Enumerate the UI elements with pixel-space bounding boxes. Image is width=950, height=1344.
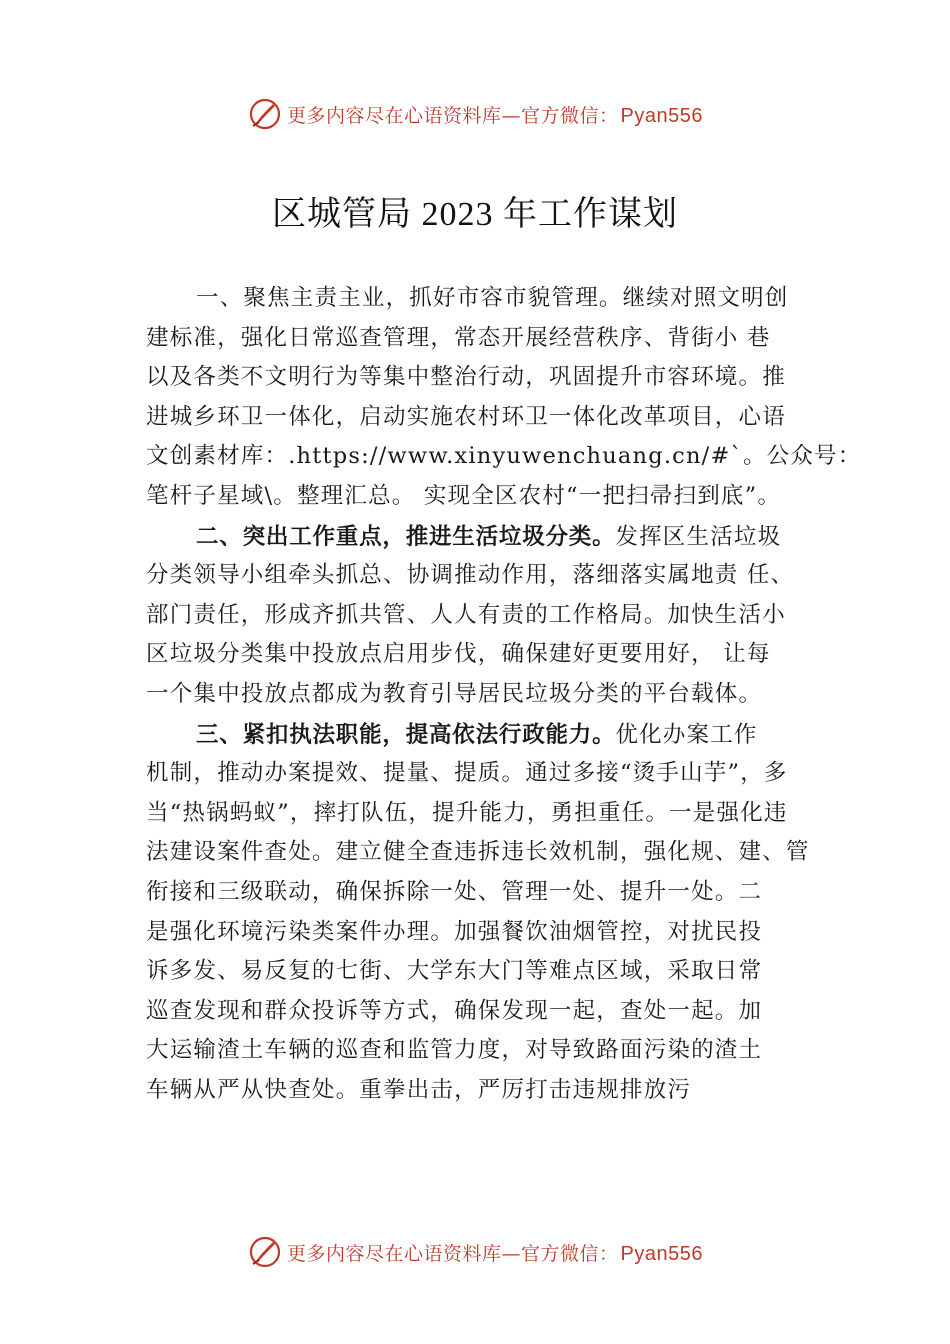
section3-heading: 三、紧扣执法职能，提高依法行政能力。 — [196, 721, 616, 747]
section3-line-2: 机制，推动办案提效、提量、提质。通过多接“烫手山芋”，多 — [146, 760, 788, 787]
section3-line-6: 是强化环境污染类案件办理。加强餐饮油烟管控，对扰民投 — [146, 918, 763, 945]
section1-line-4: 进城乡环卫一体化，启动实施农村环卫一体化改革项目，心语 — [146, 403, 786, 430]
header-watermark-banner — [0, 92, 950, 136]
section2-line-4: 区垃圾分类集中投放点启用步伐，确保建好更要用好， 让每 — [146, 641, 771, 668]
document-title: 区城管局 2023 年工作谋划 — [272, 196, 678, 233]
footer-watermark-banner — [0, 1230, 950, 1274]
section3-line-1 — [146, 715, 836, 755]
watermark-text — [287, 1239, 703, 1266]
pen-logo-icon — [247, 1234, 283, 1270]
section1-line-6: 笔杆子星域\。整理汇总。 实现全区农村“一把扫帚扫到底”。 — [146, 482, 782, 509]
section3-line-5: 衔接和三级联动，确保拆除一处、管理一处、提升一处。二 — [146, 878, 763, 905]
wechat-id: Pyan556 — [620, 104, 703, 127]
section3-line-9: 大运输渣土车辆的巡查和监管力度，对导致路面污染的渣土 — [146, 1037, 763, 1064]
section3-line-8: 巡查发现和群众投诉等方式，确保发现一起，查处一起。加 — [146, 997, 763, 1024]
section2-line-1-text: 发挥区生活垃圾 — [615, 523, 782, 550]
section2-line-5: 一个集中投放点都成为教育引导居民垃圾分类的平台载体。 — [146, 680, 763, 707]
section2-heading: 二、突出工作重点，推进生活垃圾分类。 — [196, 523, 616, 549]
watermark-slogan: 更多内容尽在心语资料库—官方微信： — [287, 1242, 619, 1265]
section1-line-2: 建标准，强化日常巡查管理，常态开展经营秩序、背街小 巷 — [146, 324, 771, 351]
section3-line-10: 车辆从严从快查处。重拳出击，严厉打击违规排放污 — [146, 1076, 692, 1103]
section1-line-3: 以及各类不文明行为等集中整治行动，巩固提升市容环境。推 — [146, 364, 786, 391]
section3-line-3: 当“热锅蚂蚁”，摔打队伍，提升能力，勇担重任。一是强化违 — [146, 799, 788, 826]
section3-line-7: 诉多发、易反复的七街、大学东大门等难点区域，采取日常 — [146, 958, 763, 985]
document-body — [146, 279, 862, 1110]
section2-line-1 — [146, 517, 836, 557]
watermark-text — [287, 101, 703, 128]
section2-line-3: 部门责任，形成齐抓共管、人人有责的工作格局。加快生活小 — [146, 601, 786, 628]
section2-line-2: 分类领导小组牵头抓总、协调推动作用，落细落实属地责 任、 — [146, 562, 795, 589]
section1-line-5: 文创素材库：.https://www.xinyuwenchuang.cn/#`。公众号： — [146, 443, 862, 470]
section3-line-4: 法建设案件查处。建立健全查违拆违长效机制，强化规、建、管 — [146, 839, 810, 866]
section3-line-1-text: 优化办案工作 — [615, 721, 758, 748]
pen-logo-icon — [247, 96, 283, 132]
watermark-slogan: 更多内容尽在心语资料库—官方微信： — [287, 104, 619, 127]
wechat-id: Pyan556 — [620, 1242, 703, 1265]
section1-line-1: 一、聚焦主责主业，抓好市容市貌管理。继续对照文明创 — [196, 285, 789, 311]
